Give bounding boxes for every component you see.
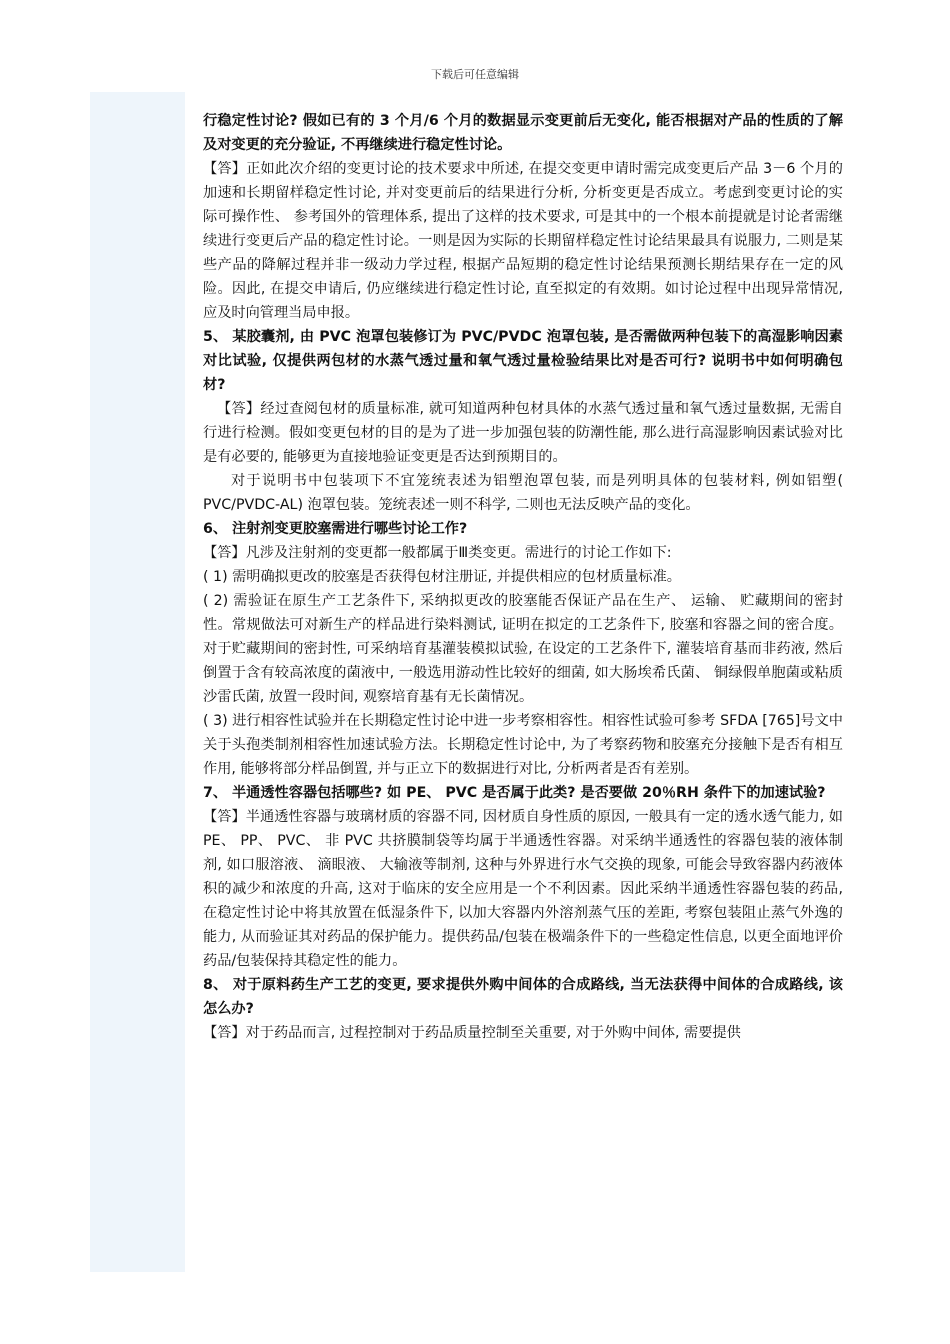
question-6: 6、 注射剂变更胶塞需进行哪些讨论工作? <box>203 521 468 537</box>
answer-6-intro: 【答】凡涉及注射剂的变更都一般都属于Ⅲ类变更。需进行的讨论工作如下: <box>203 545 672 561</box>
answer-6-item-2: ( 2) 需验证在原生产工艺条件下, 采纳拟更改的胶塞能否保证产品在生产、 运输、 贮藏期间的密封性。常规做法可对新生产的样品进行染料测试, 证明在拟定的工艺条件下, 胶塞和容器之间的密合度。对于贮藏期间的密封性, 可采纳培育基灌装模拟试验, 在设定的工艺条件下, 灌装培育基而非药液, 然后倒置于含有较高浓度的菌液中, 一般选用游动性比较好的细菌, 如大肠埃希氏菌、 铜绿假单胞菌或粘质沙雷氏菌, 放置一段时间, 观察培育基有无长菌情况。 <box>203 593 843 705</box>
answer-5: 【答】经过查阅包材的质量标准, 就可知道两种包材具体的水蒸气透过量和氧气透过量数据, 无需自行进行检测。假如变更包材的目的是为了进一步加强包装的防潮性能, 那么进行高湿影响因素试验对比是有必要的, 能够更为直接地验证变更是否达到预期目的。 <box>203 401 843 465</box>
answer-4: 【答】正如此次介绍的变更讨论的技术要求中所述, 在提交变更申请时需完成变更后产品 3－6 个月的加速和长期留样稳定性讨论, 并对变更前后的结果进行分析, 分析变更是否成立。考虑到变更讨论的实际可操作性、 参考国外的管理体系, 提出了这样的技术要求, 可是其中的一个根本前提就是讨论者需继续进行变更后产品的稳定性讨论。一则是因为实际的长期留样稳定性讨论结果最具有说服力, 二则是某些产品的降解过程并非一级动力学过程, 根据产品短期的稳定性讨论结果预测长期结果存在一定的风险。因此, 在提交申请后, 仍应继续进行稳定性讨论, 直至拟定的有效期。如讨论过程中出现异常情况, 应及时向管理当局申报。 <box>203 161 843 321</box>
page-header-note: 下载后可任意编辑 <box>431 68 519 81</box>
question-4-continuation: 行稳定性讨论? 假如已有的 3 个月/6 个月的数据显示变更前后无变化, 能否根据对产品的性质的了解及对变更的充分验证, 不再继续进行稳定性讨论。 <box>203 113 843 153</box>
answer-7: 【答】半通透性容器与玻璃材质的容器不同, 因材质自身性质的原因, 一般具有一定的透水透气能力, 如 PE、 PP、 PVC、 非 PVC 共挤膜制袋等均属于半通透性容器。对采纳半通透性的容器包装的液体制剂, 如口服溶液、 滴眼液、 大输液等制剂, 这种与外界进行水气交换的现象, 可能会导致容器内药液体积的减少和浓度的升高, 这对于临床的安全应用是一个不利因素。因此采纳半通透性容器包装的药品, 在稳定性讨论中将其放置在低湿条件下, 以加大容器内外溶剂蒸气压的差距, 考察包装阻止蒸气外逸的能力, 从而验证其对药品的保护能力。提供药品/包装在极端条件下的一些稳定性信息, 以更全面地评价药品/包装保持其稳定性的能力。 <box>203 809 843 969</box>
answer-6-item-1: ( 1) 需明确拟更改的胶塞是否获得包材注册证, 并提供相应的包材质量标准。 <box>203 569 681 585</box>
answer-6-item-3: ( 3) 进行相容性试验并在长期稳定性讨论中进一步考察相容性。相容性试验可参考 SFDA [765]号文中关于头孢类制剂相容性加速试验方法。长期稳定性讨论中, 为了考察药物和胶塞充分接触下是否有相互作用, 能够将部分样品倒置, 并与正立下的数据进行对比, 分析两者是否有差别。 <box>203 713 843 777</box>
left-margin-bar <box>90 92 185 1272</box>
question-7: 7、 半通透性容器包括哪些? 如 PE、 PVC 是否属于此类? 是否要做 20％RH 条件下的加速试验? <box>203 785 826 801</box>
answer-8: 【答】对于药品而言, 过程控制对于药品质量控制至关重要, 对于外购中间体, 需要提供 <box>203 1025 741 1041</box>
question-5: 5、 某胶囊剂, 由 PVC 泡罩包装修订为 PVC/PVDC 泡罩包装, 是否需做两种包装下的高湿影响因素对比试验, 仅提供两包材的水蒸气透过量和氧气透过量检验结果比对是否可行? 说明书中如何明确包材? <box>203 329 843 393</box>
answer-5-note: 对于说明书中包装项下不宜笼统表述为铝塑泡罩包装, 而是列明具体的包装材料, 例如铝塑( PVC/PVDC-AL) 泡罩包装。笼统表述一则不科学, 二则也无法反映产品的变化。 <box>203 473 843 513</box>
document-body <box>203 109 843 1045</box>
question-8: 8、 对于原料药生产工艺的变更, 要求提供外购中间体的合成路线, 当无法获得中间体的合成路线, 该怎么办? <box>203 977 843 1017</box>
